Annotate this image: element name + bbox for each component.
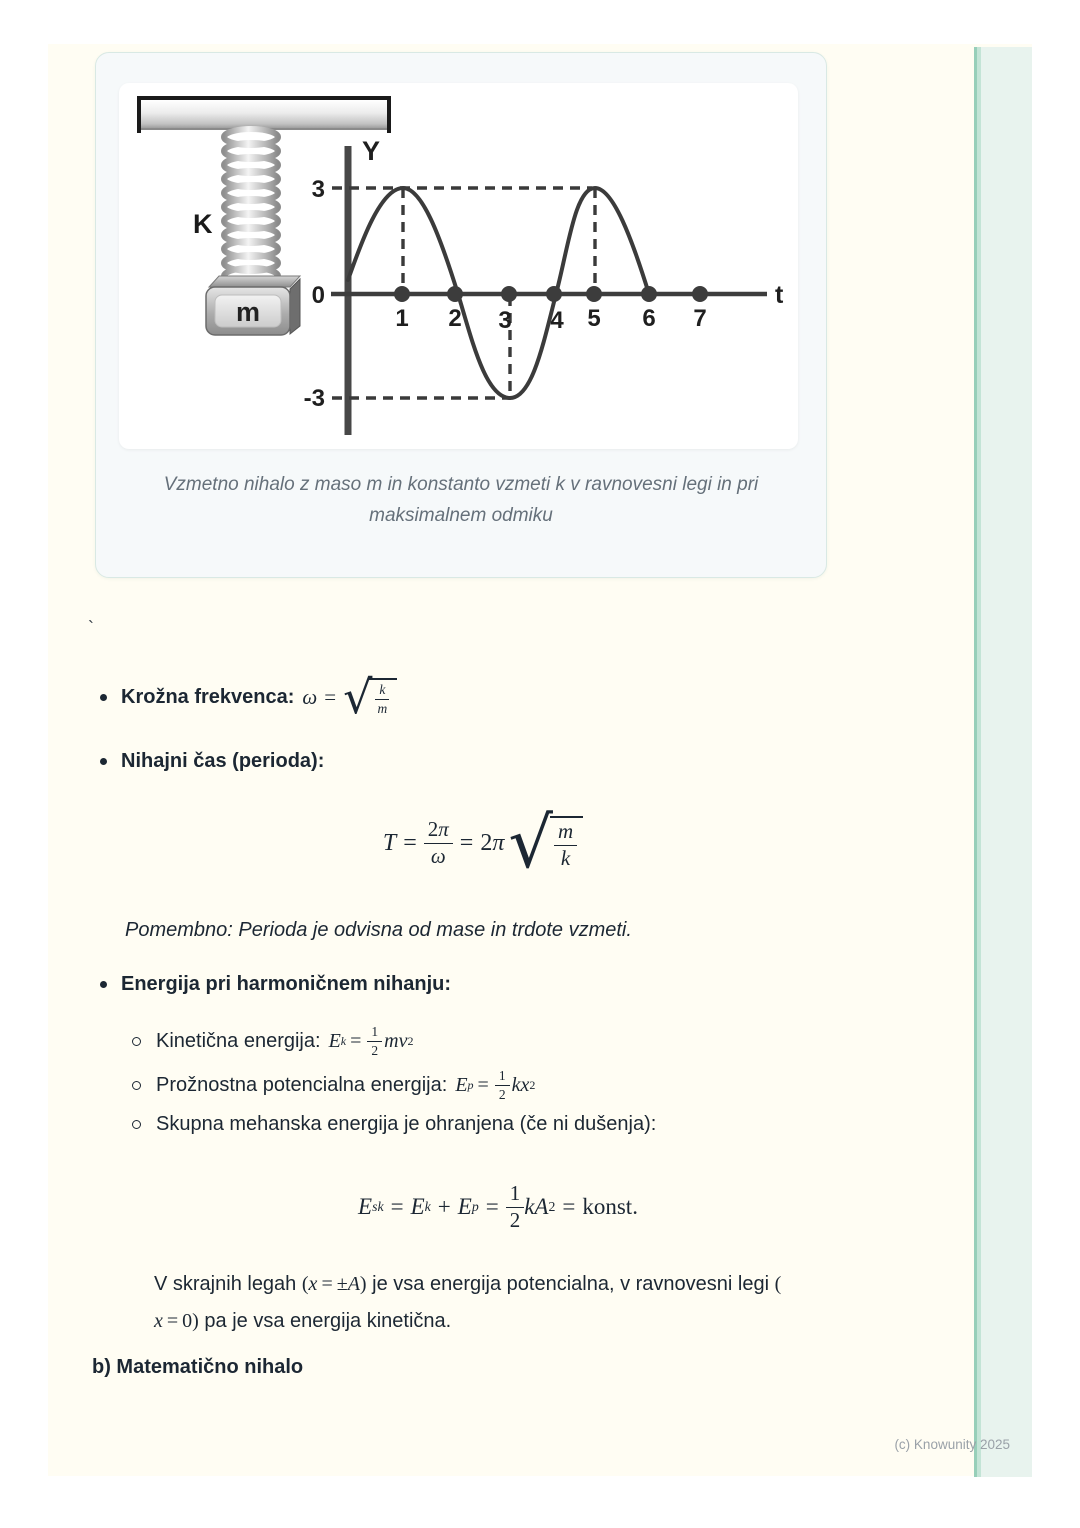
bullet-krozna-frekvenca <box>100 670 397 725</box>
fraction-m-k <box>554 820 577 870</box>
bullet-label: Nihajni čas (perioda): <box>121 750 325 772</box>
math-equals: = <box>324 684 337 709</box>
radical-sign: √ <box>343 670 373 725</box>
x-tick-2: 2 <box>448 305 462 332</box>
bullet-icon <box>100 981 107 988</box>
subbullet-proznostna <box>132 1068 535 1102</box>
y-tick-3: 3 <box>311 176 325 203</box>
figure-caption <box>96 469 826 531</box>
math-pi: π <box>438 816 449 841</box>
y-tick-labels <box>304 176 325 412</box>
math-E: E <box>328 1029 341 1052</box>
x-tick-5: 5 <box>587 305 601 332</box>
equation-period <box>93 802 873 884</box>
math-equals: = <box>390 1194 404 1219</box>
y-tick-neg3: -3 <box>303 385 325 412</box>
math-x: x <box>308 1273 318 1295</box>
figure-caption-line1: Vzmetno nihalo z maso m in konstanto vzmeti k v ravnovesni legi in pri <box>163 474 759 495</box>
math-sub-k: k <box>340 1033 347 1048</box>
math-sub-sk: sk <box>372 1199 384 1214</box>
math-omega: ω <box>302 684 318 709</box>
hollow-bullet-icon <box>132 1120 141 1129</box>
math-sub-p: p <box>471 1199 479 1214</box>
formula-kinetic-energy <box>329 1024 414 1058</box>
fraction-numerator: 1 <box>367 1024 382 1042</box>
fraction-half <box>495 1068 510 1102</box>
math-lparen: ( <box>774 1273 782 1295</box>
math-equals: = <box>350 1029 362 1052</box>
formula-potential-energy <box>455 1068 535 1102</box>
math-2: 2 <box>480 829 493 856</box>
math-2: 2 <box>427 816 439 841</box>
math-sub-k: k <box>424 1199 431 1214</box>
bullet-label: Energija pri harmoničnem nihanju: <box>121 973 452 995</box>
math-mv: mv <box>384 1029 408 1052</box>
copyright-footer: (c) Knowunity 2025 <box>894 1437 1010 1452</box>
math-rparen: ) <box>192 1310 199 1332</box>
math-rparen: ) <box>359 1273 367 1295</box>
math-plus: + <box>437 1194 451 1219</box>
x-tick-1: 1 <box>395 305 409 332</box>
math-sub-p: p <box>467 1077 474 1092</box>
radical-sign: √ <box>508 802 553 884</box>
x-tick-4: 4 <box>550 307 564 334</box>
subbullet-kineticna <box>132 1024 413 1058</box>
fraction-denominator: 2 <box>371 1042 379 1058</box>
figure-canvas <box>119 83 798 449</box>
math-equals: = <box>166 1310 179 1332</box>
fraction-numerator: k <box>375 682 389 700</box>
mass-side-face <box>290 279 300 334</box>
x-tick-6: 6 <box>642 305 656 332</box>
ceiling-slab <box>141 100 387 129</box>
fraction-numerator: 1 <box>506 1182 525 1208</box>
math-plusminus: ± <box>336 1273 348 1295</box>
x-tick-3: 3 <box>498 307 512 334</box>
fraction-denominator: ω <box>430 843 446 868</box>
text: pa je vsa energija kinetična. <box>198 1310 452 1332</box>
subbullet-label: Prožnostna potencialna energija: <box>156 1073 448 1096</box>
fraction-half <box>367 1024 382 1058</box>
equation-total-energy <box>93 1172 903 1242</box>
x-tick-labels <box>395 305 706 334</box>
text: je vsa energija potencialna, v ravnovesni legi <box>366 1273 775 1295</box>
math-kA: kA <box>524 1194 549 1219</box>
math-zero: 0 <box>182 1310 193 1332</box>
note-pomembno: Pomembno: Perioda je odvisna od mase in trdote vzmeti. <box>125 919 632 941</box>
math-E: E <box>358 1194 373 1219</box>
math-equals: = <box>562 1194 576 1219</box>
figure-caption-line2: maksimalnem odmiku <box>369 505 553 526</box>
accent-sidebar <box>974 47 1032 1477</box>
fraction-k-m <box>375 682 389 716</box>
fraction-numerator: 1 <box>495 1068 510 1086</box>
math-E: E <box>455 1073 468 1096</box>
stray-backtick: ` <box>88 618 94 638</box>
fraction-numerator <box>424 818 453 844</box>
bullet-icon <box>100 758 107 765</box>
formula-omega <box>302 670 397 725</box>
paragraph-line2 <box>154 1303 884 1340</box>
fraction-numerator: m <box>554 820 577 846</box>
hollow-bullet-icon <box>132 1081 141 1090</box>
mass-label: m <box>235 297 261 327</box>
y-tick-0: 0 <box>311 282 325 309</box>
math-pi: π <box>492 829 505 856</box>
fraction-denominator: k <box>560 845 571 870</box>
spring-oscillation-figure <box>119 83 798 449</box>
paragraph-energy-positions <box>154 1266 884 1340</box>
bullet-nihajni-cas <box>100 750 324 773</box>
math-konst: konst. <box>582 1194 638 1219</box>
subbullet-skupna <box>132 1113 656 1136</box>
fraction-denominator: m <box>377 700 388 716</box>
math-squared: 2 <box>529 1077 536 1092</box>
math-equals: = <box>321 1273 333 1295</box>
bullet-energija <box>100 973 451 996</box>
spring-coil <box>224 129 278 284</box>
bullet-icon <box>100 694 107 701</box>
radical-body <box>550 816 583 870</box>
math-kx: kx <box>511 1073 530 1096</box>
radical-body <box>369 678 397 716</box>
math-squared: 2 <box>407 1033 414 1048</box>
math-A: A <box>347 1273 360 1295</box>
spring-constant-label: K <box>193 209 213 239</box>
math-equals: = <box>403 829 417 856</box>
math-T: T <box>382 829 397 856</box>
paragraph-line1 <box>154 1266 884 1303</box>
fraction-denominator: 2 <box>509 1207 521 1232</box>
mass-top-face <box>209 276 300 287</box>
math-equals: = <box>485 1194 499 1219</box>
radical <box>508 802 583 884</box>
hollow-bullet-icon <box>132 1037 141 1046</box>
bullet-label: Krožna frekvenca: <box>121 685 295 708</box>
text: V skrajnih legah <box>154 1273 302 1295</box>
math-squared: 2 <box>548 1199 556 1214</box>
math-x: x <box>154 1310 163 1332</box>
subbullet-label: Kinetična energija: <box>156 1029 321 1052</box>
math-E: E <box>410 1194 425 1219</box>
fraction-denominator: 2 <box>498 1086 506 1102</box>
math-equals: = <box>459 829 474 856</box>
math-lparen: ( <box>301 1273 309 1295</box>
subbullet-label: Skupna mehanska energija je ohranjena (če ni dušenja): <box>156 1113 657 1135</box>
heading-matematicno-nihalo: b) Matematično nihalo <box>92 1356 304 1378</box>
x-tick-7: 7 <box>693 305 707 332</box>
fraction-2pi-omega <box>424 818 453 868</box>
math-E: E <box>457 1194 472 1219</box>
t-axis-label: t <box>775 281 784 309</box>
math-equals: = <box>477 1073 489 1096</box>
y-axis-label: Y <box>362 136 381 166</box>
radical <box>343 670 397 725</box>
fraction-half <box>506 1182 525 1232</box>
figure-card <box>95 52 827 578</box>
